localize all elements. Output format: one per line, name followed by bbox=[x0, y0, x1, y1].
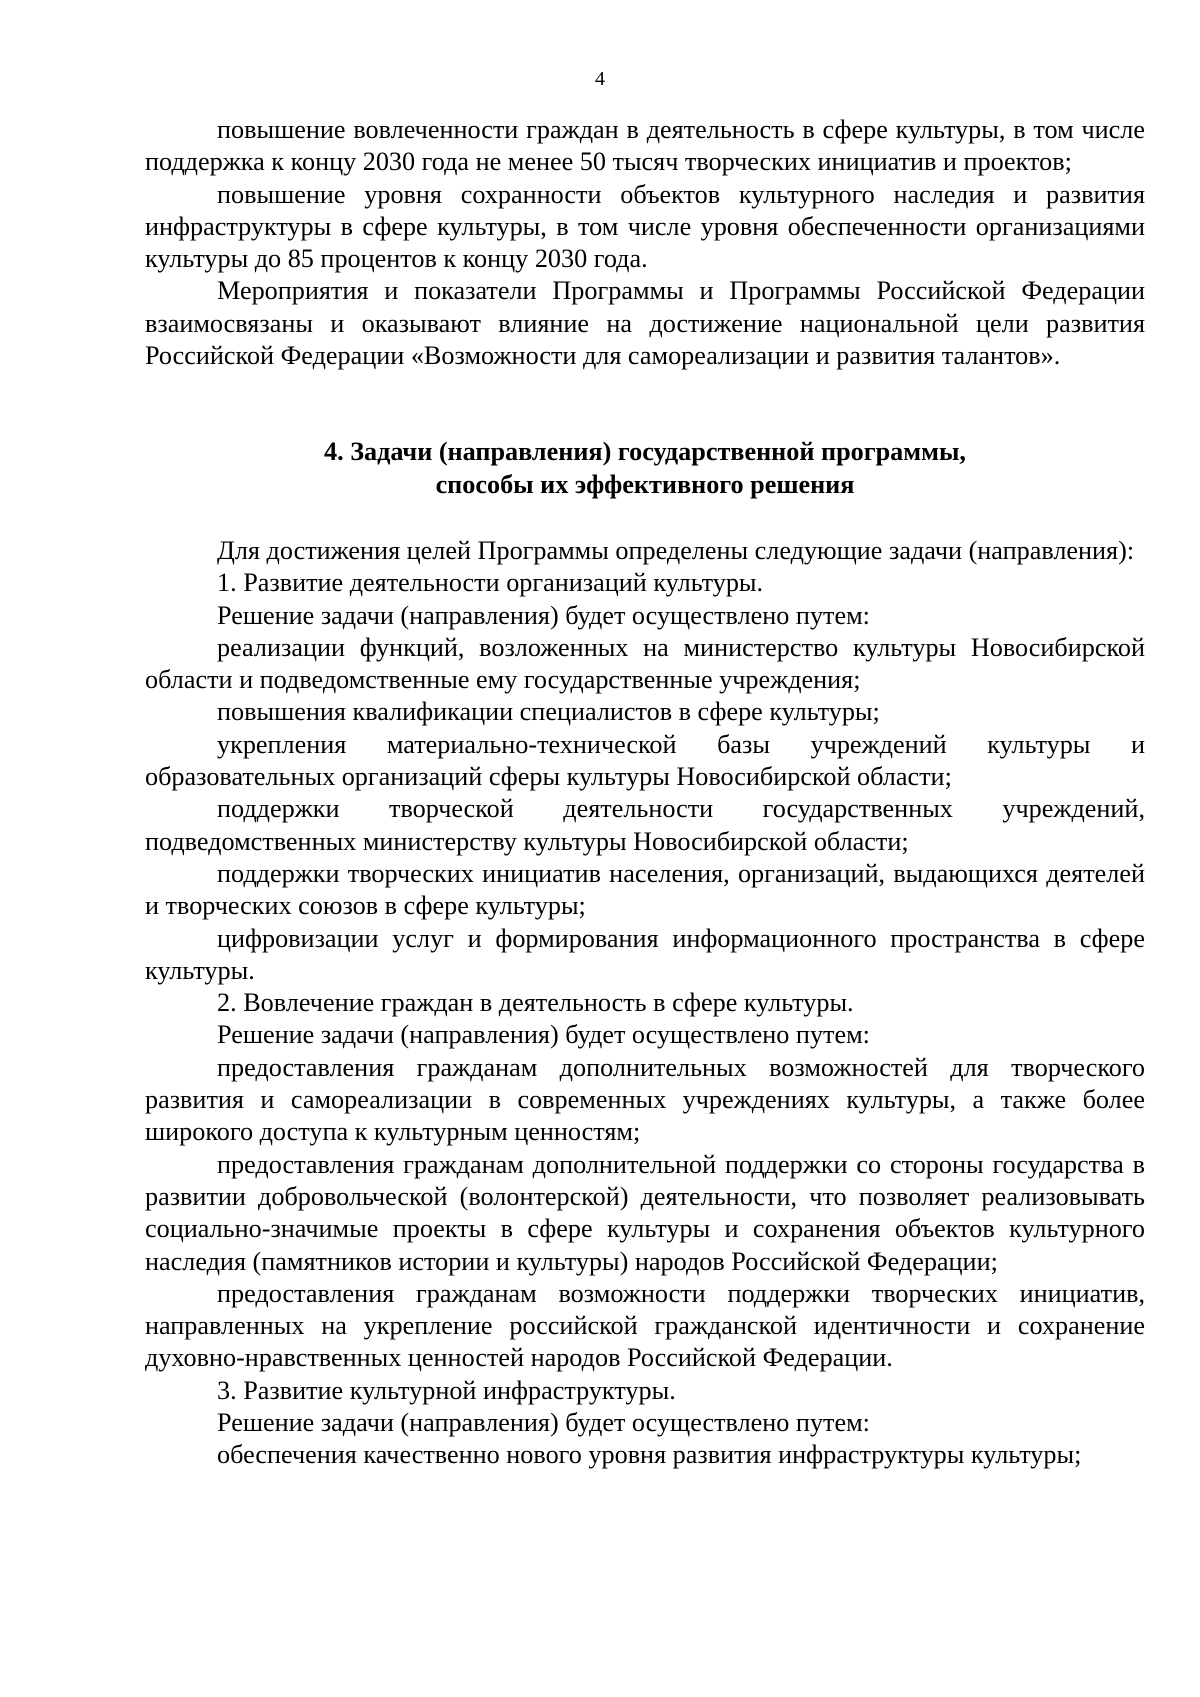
document-body bbox=[145, 114, 1145, 1472]
list-item: укрепления материально-технической базы учреждений культуры и образовательных организаций сферы культуры Новосибирской области; bbox=[145, 729, 1145, 792]
list-item: реализации функций, возложенных на министерство культуры Новосибирской области и подведомственные ему государственные учреждения; bbox=[145, 632, 1145, 695]
list-item: предоставления гражданам возможности поддержки творческих инициатив, направленных на укрепление российской гражданской идентичности и сохранение духовно-нравственных ценностей народов Российской Федерации. bbox=[145, 1278, 1145, 1373]
list-item: повышения квалификации специалистов в сфере культуры; bbox=[217, 697, 880, 727]
list-item: поддержки творческой деятельности государственных учреждений, подведомственных министерству культуры Новосибирской области; bbox=[145, 794, 1145, 856]
list-item: поддержки творческих инициатив населения, организаций, выдающихся деятелей и творческих союзов в сфере культуры; bbox=[145, 858, 1145, 921]
list-item: обеспечения качественно нового уровня развития инфраструктуры культуры; bbox=[217, 1440, 1082, 1470]
list-item: предоставления гражданам дополнительной поддержки со стороны государства в развитии добровольческой (волонтерской) деятельности, что позволяет реализовывать социально-значимые проекты в сфере культуры и сохранения объектов культурного наследия (памятников истории и культуры) народов Российской Федерации; bbox=[145, 1149, 1145, 1276]
section-paragraph: Решение задачи (направления) будет осуществлено путем: bbox=[217, 600, 870, 630]
task-title: 3. Развитие культурной инфраструктуры. bbox=[217, 1375, 676, 1405]
page-number: 4 bbox=[595, 68, 605, 90]
section-paragraph: Для достижения целей Программы определены следующие задачи (направления): bbox=[217, 535, 1135, 565]
intro-paragraph: повышение вовлеченности граждан в деятельность в сфере культуры, в том числе поддержка к концу 2030 года не менее 50 тысяч творческих инициатив и проектов; bbox=[145, 115, 1145, 177]
list-item: предоставления гражданам дополнительных возможностей для творческого развития и самореализации в современных учреждениях культуры, а также более широкого доступа к культурным ценностям; bbox=[145, 1052, 1145, 1147]
task-title: 2. Вовлечение граждан в деятельность в сфере культуры. bbox=[217, 988, 854, 1018]
task-title: 1. Развитие деятельности организаций культуры. bbox=[217, 568, 764, 598]
section-heading-line: 4. Задачи (направления) государственной программы, bbox=[324, 437, 966, 467]
intro-paragraph: Мероприятия и показатели Программы и Программы Российской Федерации взаимосвязаны и оказывают влияние на достижение национальной цели развития Российской Федерации «Возможности для самореализации и развития талантов». bbox=[145, 276, 1145, 371]
section-heading bbox=[145, 436, 1145, 501]
intro-paragraph: повышение уровня сохранности объектов культурного наследия и развития инфраструктуры в сфере культуры, в том числе уровня обеспеченности организациями культуры до 85 процентов к концу 2030 года. bbox=[145, 179, 1145, 274]
list-item: цифровизации услуг и формирования информационного пространства в сфере культуры. bbox=[145, 923, 1145, 985]
section-paragraph: Решение задачи (направления) будет осуществлено путем: bbox=[217, 1020, 870, 1050]
section-heading-line: способы их эффективного решения bbox=[435, 469, 855, 499]
section-paragraph: Решение задачи (направления) будет осуществлено путем: bbox=[217, 1407, 870, 1437]
